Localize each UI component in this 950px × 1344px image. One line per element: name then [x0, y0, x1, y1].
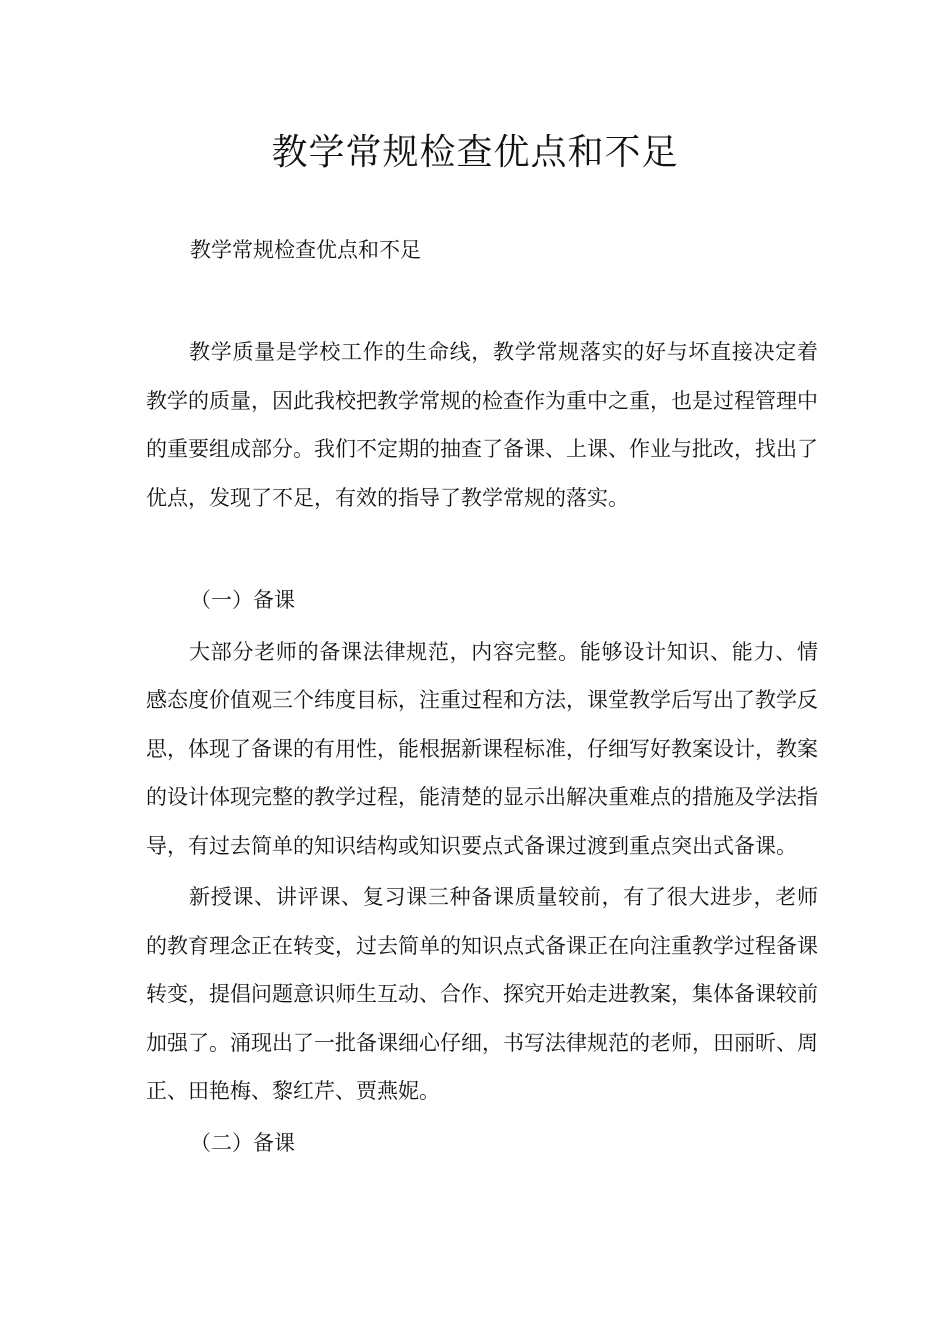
- intro-section: [146, 328, 818, 522]
- section-heading-1: （一）备课: [190, 588, 295, 612]
- section1-paragraph-2: 新授课、讲评课、复习课三种备课质量较前，有了很大进步，老师的教育理念正在转变，过去简单的知识点式备课正在向注重教学过程备课转变，提倡问题意识师生互动、合作、探究开始走进教案，集体备课较前加强了。涌现出了一批备课细心仔细，书写法律规范的老师，田丽昕、周正、田艳梅、黎红芹、贾燕妮。: [146, 885, 818, 1103]
- intro-paragraph: 教学质量是学校工作的生命线，教学常规落实的好与坏直接决定着教学的质量，因此我校把教学常规的检查作为重中之重，也是过程管理中的重要组成部分。我们不定期的抽查了备课、上课、作业与批改，找出了优点，发现了不足，有效的指导了教学常规的落实。: [146, 340, 818, 510]
- document-title: 教学常规检查优点和不足: [271, 132, 679, 173]
- section1-paragraph-1: 大部分老师的备课法律规范，内容完整。能够设计知识、能力、情感态度价值观三个纬度目标，注重过程和方法，课堂教学后写出了教学反思，体现了备课的有用性，能根据新课程标准，仔细写好教案设计，教案的设计体现完整的教学过程，能清楚的显示出解决重难点的措施及学法指导，有过去简单的知识结构或知识要点式备课过渡到重点突出式备课。: [146, 639, 818, 858]
- section-heading-2: （二）备课: [190, 1130, 295, 1155]
- lesson-prep-section: [146, 576, 818, 1167]
- document-subtitle: 教学常规检查优点和不足: [190, 238, 421, 262]
